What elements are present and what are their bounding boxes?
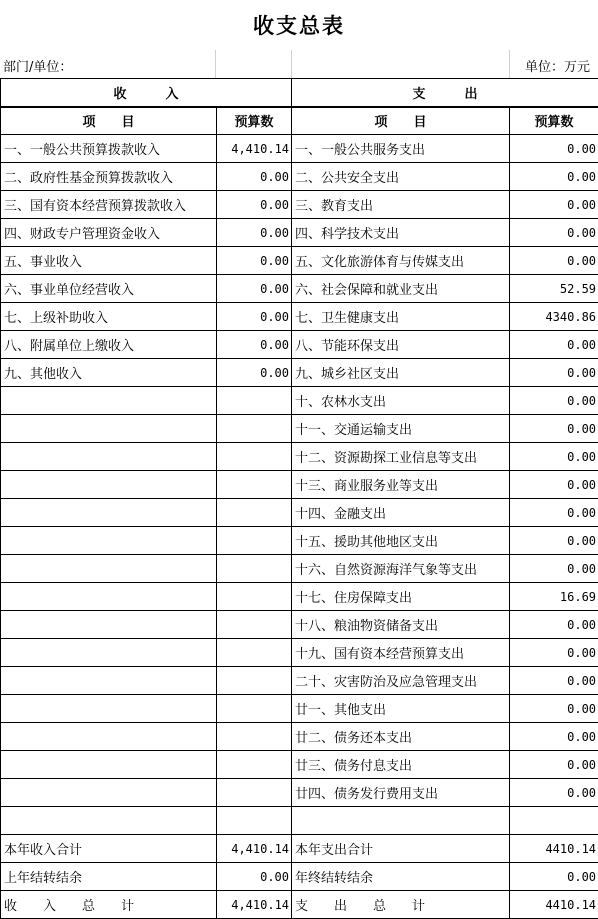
income-budget-cell [217, 751, 292, 779]
income-budget-cell [217, 807, 292, 835]
expense-budget-cell: 0.00 [510, 331, 598, 359]
expense-header: 支 出 [292, 79, 598, 107]
table-row [1, 499, 598, 527]
expense-budget-cell: 0.00 [510, 555, 598, 583]
table-row [1, 667, 598, 695]
expense-item-cell: 十六、自然资源海洋气象等支出 [292, 555, 510, 583]
table-row [1, 247, 598, 275]
income-budget-cell: 0.00 [217, 275, 292, 303]
expense-item-cell: 二、公共安全支出 [292, 163, 510, 191]
income-item-cell: 八、附属单位上缴收入 [1, 331, 217, 359]
expense-item-cell: 十四、金融支出 [292, 499, 510, 527]
total-row [1, 835, 598, 863]
income-item-cell [1, 443, 217, 471]
table-row [1, 639, 598, 667]
expense-budget-cell: 16.69 [510, 583, 598, 611]
expense-budget-cell: 4410.14 [510, 835, 598, 863]
income-budget-cell [217, 471, 292, 499]
income-item-cell: 二、政府性基金预算拨款收入 [1, 163, 217, 191]
income-item-cell [1, 415, 217, 443]
summary-table [0, 78, 598, 919]
expense-budget-cell: 0.00 [510, 639, 598, 667]
expense-budget-cell: 0.00 [510, 499, 598, 527]
table-row [1, 163, 598, 191]
table-row [1, 275, 598, 303]
income-budget-cell [217, 555, 292, 583]
income-budget-cell: 4,410.14 [217, 135, 292, 163]
income-budget-cell: 0.00 [217, 863, 292, 891]
expense-budget-cell: 0.00 [510, 471, 598, 499]
expense-budget-header: 预算数 [510, 107, 598, 135]
expense-item-cell: 九、城乡社区支出 [292, 359, 510, 387]
expense-budget-cell: 0.00 [510, 751, 598, 779]
income-header: 收 入 [1, 79, 292, 107]
income-budget-cell [217, 695, 292, 723]
income-budget-cell [217, 499, 292, 527]
income-item-cell [1, 555, 217, 583]
section-header-row [1, 79, 598, 107]
table-row [1, 723, 598, 751]
income-budget-cell [217, 583, 292, 611]
expense-item-cell [292, 807, 510, 835]
income-budget-cell: 0.00 [217, 163, 292, 191]
income-item-cell [1, 667, 217, 695]
expense-item-header: 项 目 [292, 107, 510, 135]
table-row [1, 695, 598, 723]
expense-item-cell: 三、教育支出 [292, 191, 510, 219]
table-row [1, 527, 598, 555]
income-item-cell: 上年结转结余 [1, 863, 217, 891]
table-row [1, 135, 598, 163]
expense-budget-cell: 0.00 [510, 779, 598, 807]
income-item-cell: 四、财政专户管理资金收入 [1, 219, 217, 247]
meta-divider [291, 50, 292, 78]
table-row [1, 359, 598, 387]
expense-item-cell: 十一、交通运输支出 [292, 415, 510, 443]
income-budget-cell [217, 667, 292, 695]
expense-budget-cell: 52.59 [510, 275, 598, 303]
expense-item-cell: 十二、资源勘探工业信息等支出 [292, 443, 510, 471]
expense-budget-cell: 0.00 [510, 359, 598, 387]
table-row [1, 331, 598, 359]
table-row [1, 779, 598, 807]
expense-budget-cell: 4340.86 [510, 303, 598, 331]
expense-item-cell: 本年支出合计 [292, 835, 510, 863]
expense-budget-cell: 0.00 [510, 863, 598, 891]
income-item-cell [1, 723, 217, 751]
income-budget-cell [217, 443, 292, 471]
expense-item-cell: 二十、灾害防治及应急管理支出 [292, 667, 510, 695]
income-budget-cell: 0.00 [217, 219, 292, 247]
income-item-cell: 三、国有资本经营预算拨款收入 [1, 191, 217, 219]
expense-item-cell: 八、节能环保支出 [292, 331, 510, 359]
income-item-cell: 本年收入合计 [1, 835, 217, 863]
income-item-cell [1, 807, 217, 835]
column-header-row [1, 107, 598, 135]
income-item-cell [1, 751, 217, 779]
income-budget-cell [217, 611, 292, 639]
income-budget-cell [217, 415, 292, 443]
expense-budget-cell: 0.00 [510, 667, 598, 695]
income-item-cell: 一、一般公共预算拨款收入 [1, 135, 217, 163]
income-budget-cell: 0.00 [217, 359, 292, 387]
table-row [1, 583, 598, 611]
table-row [1, 415, 598, 443]
income-budget-cell [217, 779, 292, 807]
expense-budget-cell: 0.00 [510, 191, 598, 219]
table-row [1, 443, 598, 471]
table-row [1, 611, 598, 639]
table-row [1, 555, 598, 583]
department-label: 部门/单位： [3, 56, 72, 75]
expense-item-cell: 廿一、其他支出 [292, 695, 510, 723]
expense-budget-cell: 4410.14 [510, 891, 598, 919]
income-budget-cell [217, 639, 292, 667]
expense-budget-cell: 0.00 [510, 415, 598, 443]
total-row [1, 863, 598, 891]
expense-item-cell: 一、一般公共服务支出 [292, 135, 510, 163]
page-title: 收支总表 [0, 0, 598, 50]
expense-budget-cell: 0.00 [510, 695, 598, 723]
income-budget-cell: 0.00 [217, 247, 292, 275]
income-budget-cell: 0.00 [217, 303, 292, 331]
table-row [1, 191, 598, 219]
income-item-cell [1, 387, 217, 415]
expense-item-cell: 廿三、债务付息支出 [292, 751, 510, 779]
expense-budget-cell: 0.00 [510, 219, 598, 247]
table-row [1, 303, 598, 331]
expense-item-cell: 六、社会保障和就业支出 [292, 275, 510, 303]
expense-budget-cell: 0.00 [510, 387, 598, 415]
income-budget-cell: 4,410.14 [217, 835, 292, 863]
meta-divider [215, 50, 216, 78]
income-item-cell: 五、事业收入 [1, 247, 217, 275]
expense-budget-cell [510, 807, 598, 835]
expense-item-cell: 五、文化旅游体育与传媒支出 [292, 247, 510, 275]
income-budget-cell [217, 527, 292, 555]
expense-item-cell: 廿二、债务还本支出 [292, 723, 510, 751]
unit-label: 单位：万元 [525, 56, 590, 75]
expense-budget-cell: 0.00 [510, 611, 598, 639]
income-item-cell: 收 入 总 计 [1, 891, 217, 919]
expense-item-cell: 十七、住房保障支出 [292, 583, 510, 611]
income-budget-cell: 0.00 [217, 331, 292, 359]
table-row [1, 751, 598, 779]
income-item-cell: 九、其他收入 [1, 359, 217, 387]
income-budget-cell: 0.00 [217, 191, 292, 219]
expense-budget-cell: 0.00 [510, 163, 598, 191]
income-item-cell [1, 639, 217, 667]
table-row [1, 471, 598, 499]
expense-item-cell: 四、科学技术支出 [292, 219, 510, 247]
income-item-cell: 六、事业单位经营收入 [1, 275, 217, 303]
income-budget-header: 预算数 [217, 107, 292, 135]
expense-item-cell: 十五、援助其他地区支出 [292, 527, 510, 555]
expense-item-cell: 廿四、债务发行费用支出 [292, 779, 510, 807]
meta-row [0, 50, 598, 78]
expense-item-cell: 十九、国有资本经营预算支出 [292, 639, 510, 667]
total-row [1, 891, 598, 919]
income-budget-cell: 4,410.14 [217, 891, 292, 919]
income-item-cell [1, 583, 217, 611]
expense-budget-cell: 0.00 [510, 723, 598, 751]
meta-divider [509, 50, 510, 78]
income-budget-cell [217, 723, 292, 751]
expense-item-cell: 七、卫生健康支出 [292, 303, 510, 331]
income-item-cell [1, 779, 217, 807]
income-item-cell: 七、上级补助收入 [1, 303, 217, 331]
expense-item-cell: 十、农林水支出 [292, 387, 510, 415]
income-item-cell [1, 499, 217, 527]
expense-item-cell: 十三、商业服务业等支出 [292, 471, 510, 499]
expense-item-cell: 十八、粮油物资储备支出 [292, 611, 510, 639]
expense-budget-cell: 0.00 [510, 527, 598, 555]
income-item-cell [1, 527, 217, 555]
expense-budget-cell: 0.00 [510, 135, 598, 163]
income-item-cell [1, 471, 217, 499]
income-budget-cell [217, 387, 292, 415]
expense-budget-cell: 0.00 [510, 443, 598, 471]
expense-budget-cell: 0.00 [510, 247, 598, 275]
table-row [1, 387, 598, 415]
income-item-header: 项 目 [1, 107, 217, 135]
expense-item-cell: 支 出 总 计 [292, 891, 510, 919]
income-item-cell [1, 695, 217, 723]
income-item-cell [1, 611, 217, 639]
table-row [1, 219, 598, 247]
table-row [1, 807, 598, 835]
expense-item-cell: 年终结转结余 [292, 863, 510, 891]
